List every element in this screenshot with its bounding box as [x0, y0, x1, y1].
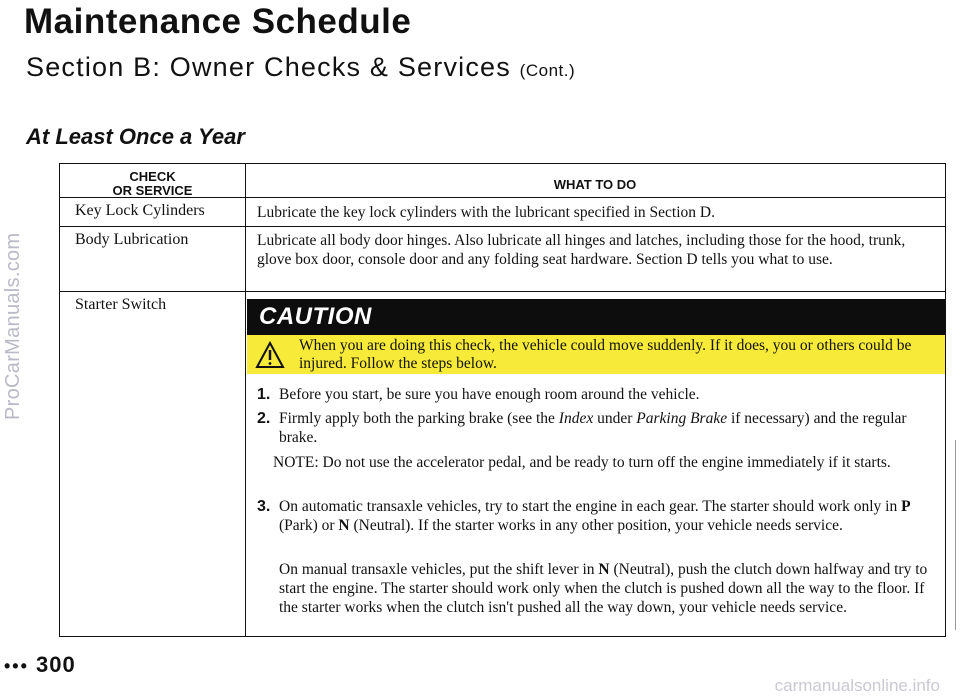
header-check-line2: OR SERVICE [112, 183, 193, 198]
step-2-text: Firmly apply both the parking brake (see the Index under Parking Brake if necessary) and the regular brake. [279, 410, 907, 446]
header-check-line1: CHECK [129, 169, 176, 184]
step-3-text: On automatic transaxle vehicles, try to start the engine in each gear. The starter should work only in P (Park) or N (Neutral). If the starter works in any other position, your vehicle needs service. [279, 498, 911, 534]
page-number [4, 652, 76, 678]
page-edge-line [955, 440, 956, 630]
step-3-manual: On manual transaxle vehicles, put the shift lever in N (Neutral), push the clutch down halfway and try to start the engine. The starter should work only when the clutch is pushed down all the way to the floor. If the starter works when the clutch isn't pushed all the way down, your vehicle needs service. [279, 561, 928, 616]
step-1 [257, 385, 937, 404]
side-watermark: ProCarManuals.com [2, 232, 24, 420]
page-subtitle [26, 52, 575, 83]
caution-text: When you are doing this check, the vehicle could move suddenly. If it does, you or others could be injured. Follow the steps below. [299, 337, 912, 372]
step-1-number: 1. [257, 386, 271, 403]
index-reference: Index [558, 410, 594, 427]
header-check [60, 170, 245, 198]
caution-label: CAUTION [259, 303, 372, 330]
row-check-starter-switch: Starter Switch [75, 296, 167, 313]
section-heading: At Least Once a Year [26, 124, 245, 149]
column-divider [245, 164, 246, 636]
subtitle-text: Section B: Owner Checks & Services [26, 52, 511, 82]
step-2-number: 2. [257, 410, 271, 427]
page-title: Maintenance Schedule [24, 2, 412, 41]
warning-triangle-icon [255, 341, 285, 369]
subtitle-cont: (Cont.) [519, 61, 576, 80]
row-check-body-lubrication: Body Lubrication [75, 231, 189, 248]
row-divider [60, 291, 945, 292]
parking-brake-reference: Parking Brake [636, 410, 728, 427]
row-check-key-lock: Key Lock Cylinders [75, 202, 205, 219]
step-2-note: NOTE: Do not use the accelerator pedal, and be ready to turn off the engine immediately if it starts. [273, 454, 891, 471]
step-3 [257, 497, 937, 557]
step-1-text: Before you start, be sure you have enough room around the vehicle. [279, 386, 700, 403]
caution-warning-box [247, 335, 945, 374]
row-what-body-lubrication: Lubricate all body door hinges. Also lubricate all hinges and latches, including those for the hood, trunk, glove box door, console door and any folding seat hardware. Section D tells you what to use. [257, 232, 906, 268]
row-divider [60, 226, 945, 227]
step-2 [257, 409, 937, 449]
maintenance-table [59, 163, 946, 637]
step-3-number: 3. [257, 498, 271, 515]
caution-bar [247, 299, 945, 335]
row-what-key-lock: Lubricate the key lock cylinders with the lubricant specified in Section D. [257, 204, 715, 221]
page-number-value: 300 [36, 652, 76, 677]
row-divider [60, 197, 945, 198]
footer-watermark: carmanualsonline.info [774, 676, 940, 695]
page-number-dots: ••• [4, 656, 29, 676]
header-what: WHAT TO DO [553, 177, 637, 192]
